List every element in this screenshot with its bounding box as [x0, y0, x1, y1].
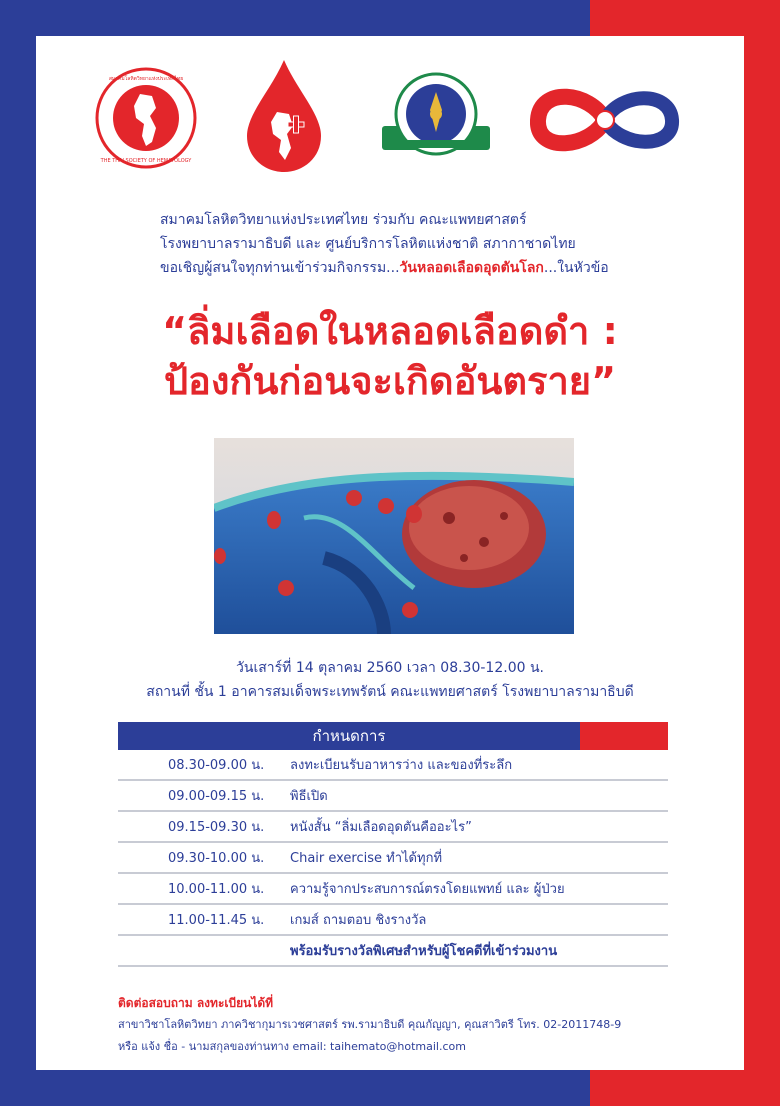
svg-text:THE THAI SOCIETY OF HEMATOLOGY: THE THAI SOCIETY OF HEMATOLOGY: [100, 158, 192, 164]
poster-card: [36, 36, 744, 1070]
schedule-row-bonus: [118, 936, 668, 967]
schedule-time: 08.30-09.00 น.: [168, 758, 265, 773]
event-details: [36, 656, 744, 704]
schedule-header-red-block: [580, 722, 668, 750]
hematology-society-logo: [94, 66, 198, 170]
schedule-activity: พร้อมรับรางวัลพิเศษสำหรับผู้โชคดีที่เข้าร่วมงาน: [290, 944, 558, 959]
schedule-row: [118, 812, 668, 843]
intro-text: [160, 208, 720, 280]
logo-row: [36, 56, 744, 196]
contact-line-1: สาขาวิชาโลหิตวิทยา ภาควิชากุมารเวชศาสตร์ รพ.รามาธิบดี คุณกัญญา, คุณสาวิตรี โทร. 02-2011748-9: [118, 1018, 622, 1031]
frame-left-blue: [0, 0, 36, 1106]
schedule-activity: หนังสั้น “ลิ่มเลือดอุดตันคืออะไร”: [290, 820, 472, 835]
blood-clot-illustration: [214, 438, 574, 634]
schedule-row: [118, 781, 668, 812]
schedule-time: 09.15-09.30 น.: [168, 820, 265, 835]
blood-drop-logo: [241, 56, 327, 176]
schedule-activity: เกมส์ ถามตอบ ชิงรางวัล: [290, 913, 427, 928]
headline: [36, 306, 744, 406]
schedule-row: [118, 905, 668, 936]
schedule-activity: Chair exercise ทำได้ทุกที่: [290, 851, 443, 866]
schedule-row: [118, 750, 668, 781]
schedule-table: [118, 722, 668, 967]
event-date-time: วันเสาร์ที่ 14 ตุลาคม 2560 เวลา 08.30-12.00 น.: [236, 660, 544, 676]
contact-info: [118, 992, 718, 1058]
schedule-activity: พิธีเปิด: [290, 789, 328, 804]
intro-line-3: [160, 256, 720, 280]
schedule-time: 09.30-10.00 น.: [168, 851, 265, 866]
schedule-time: 09.00-09.15 น.: [168, 789, 265, 804]
intro-line-3-post: ...ในหัวข้อ: [543, 260, 609, 276]
frame-right-red: [744, 0, 780, 1106]
headline-line-2: ป้องกันก่อนจะเกิดอันตราย”: [163, 359, 617, 403]
contact-line-2: หรือ แจ้ง ชื่อ - นามสกุลของท่านทาง email: taihemato@hotmail.com: [118, 1040, 466, 1053]
ramathibodi-seal-logo: [378, 70, 494, 166]
world-thrombosis-day-highlight: วันหลอดเลือดอุดตันโลก: [399, 260, 544, 276]
schedule-header: [118, 722, 668, 750]
frame-bottom-blue: [0, 1070, 590, 1106]
schedule-activity: ลงทะเบียนรับอาหารว่าง และของที่ระลึก: [290, 758, 513, 773]
intro-line-3-pre: ขอเชิญผู้สนใจทุกท่านเข้าร่วมกิจกรรม...: [160, 260, 400, 276]
schedule-time: 11.00-11.45 น.: [168, 913, 265, 928]
intro-line-2: โรงพยาบาลรามาธิบดี และ ศูนย์บริการโลหิตแห่งชาติ สภากาชาดไทย: [160, 236, 576, 252]
frame-top-blue: [0, 0, 590, 36]
svg-text:สมาคมโลหิตวิทยาแห่งประเทศไทย: สมาคมโลหิตวิทยาแห่งประเทศไทย: [108, 76, 184, 82]
event-venue: สถานที่ ชั้น 1 อาคารสมเด็จพระเทพรัตน์ คณะแพทยศาสตร์ โรงพยาบาลรามาธิบดี: [146, 684, 634, 700]
headline-line-1: “ลิ่มเลือดในหลอดเลือดดำ :: [162, 309, 618, 353]
frame-bottom-red: [590, 1070, 780, 1106]
intro-line-1: สมาคมโลหิตวิทยาแห่งประเทศไทย ร่วมกับ คณะแพทยศาสตร์: [160, 212, 527, 228]
red-cross-infinity-logo: [530, 78, 680, 162]
contact-title: ติดต่อสอบถาม ลงทะเบียนได้ที่: [118, 996, 274, 1010]
schedule-row: [118, 843, 668, 874]
schedule-time: 10.00-11.00 น.: [168, 882, 265, 897]
schedule-title: กำหนดการ: [118, 722, 580, 750]
schedule-row: [118, 874, 668, 905]
schedule-activity: ความรู้จากประสบการณ์ตรงโดยแพทย์ และ ผู้ป่วย: [290, 882, 565, 897]
